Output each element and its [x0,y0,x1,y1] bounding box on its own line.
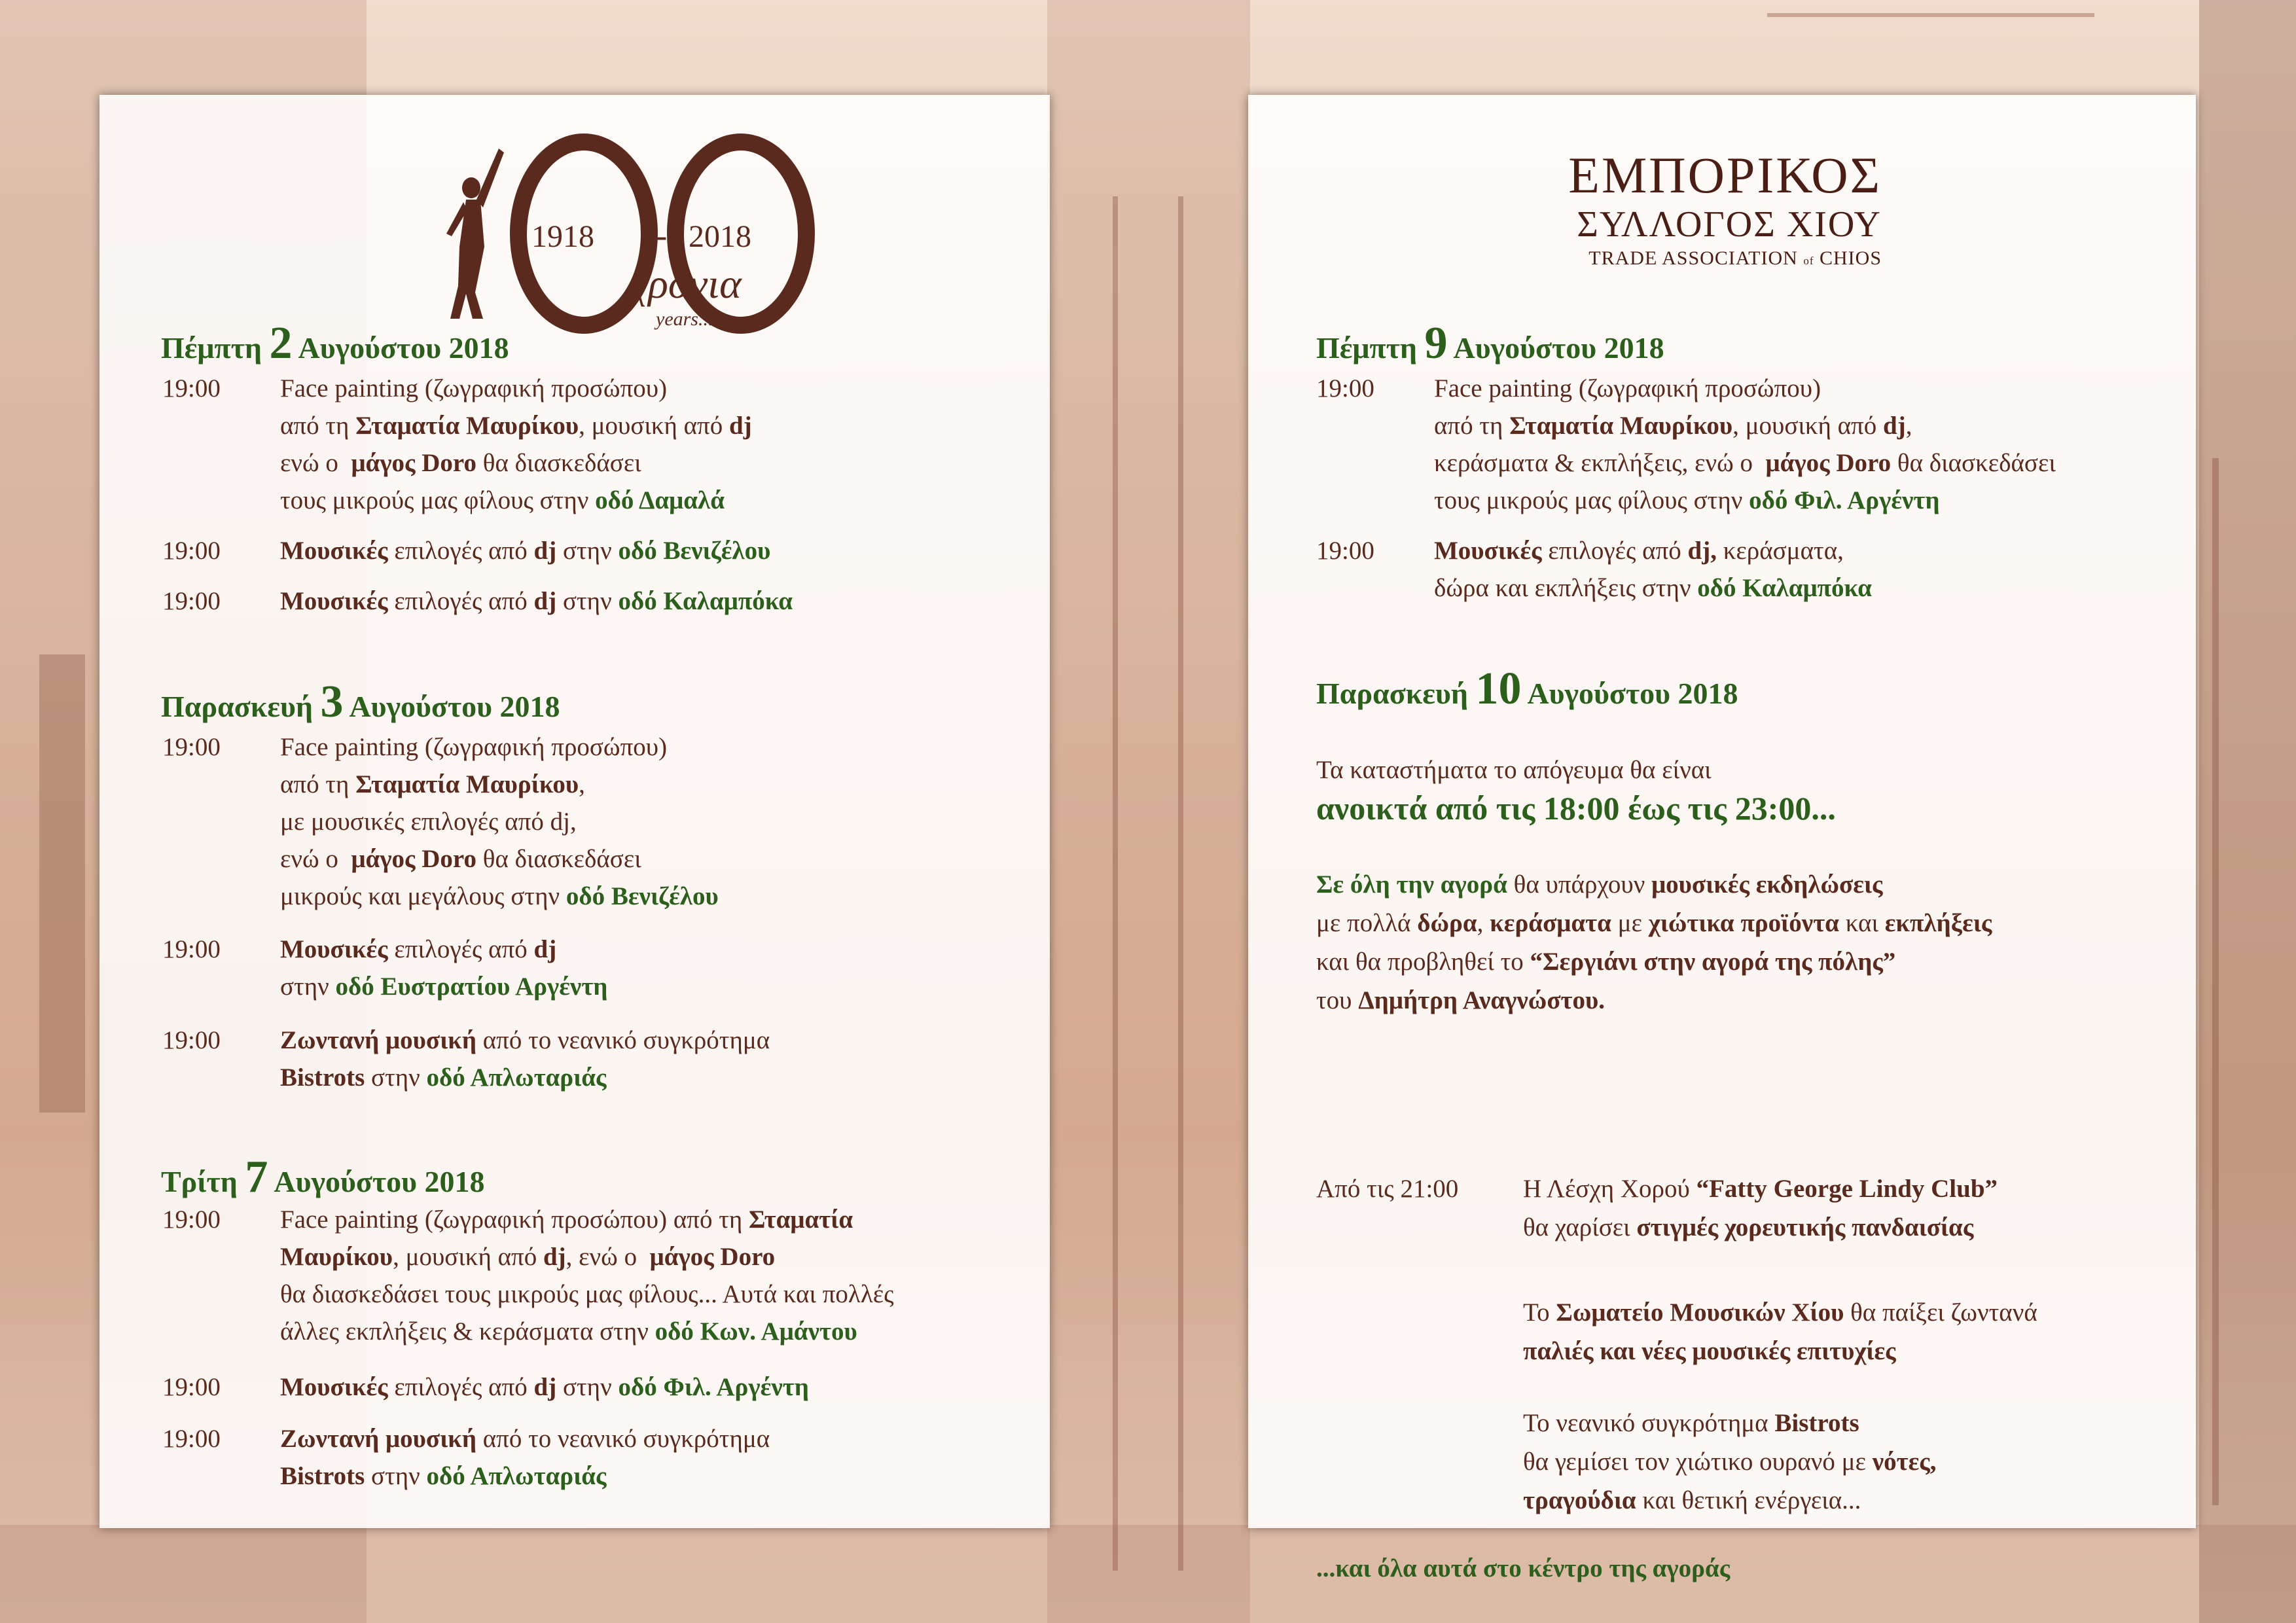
logo-sub: years... [656,308,713,330]
event-item: 19:00 Μουσικές επιλογές από dj στην οδό Ευστρατίου Αργέντη [162,935,608,1001]
event-item: 19:00 Μουσικές επιλογές από dj στην οδό Βενιζέλου [162,537,771,565]
day-heading: Παρασκευή 3 Αυγούστου 2018 [161,677,560,727]
closing-line: ...και όλα αυτά στο κέντρο της αγοράς [1316,1554,1731,1582]
dance-club-item: Η Λέσχη Χορού “Fatty George Lindy Club” θα χαρίσει στιγμές χορευτικής πανδαισίας [1523,1175,1998,1241]
event-item: 19:00 Μουσικές επιλογές από dj, κεράσματα, δώρα και εκπλήξεις στην οδό Καλαμπόκα [1316,537,1872,602]
event-item: 19:00 Face painting (ζωγραφική προσώπου) από τη Σταματία Μαυρίκου, μουσική από dj ενώ ο μάγος Doro θα διασκεδάσει τους μικρούς μας φίλους στην οδό Δαμαλά [162,374,752,514]
trade-association-logo: ΕΜΠΟΡΙΚΟΣ ΣΥΛΛΟΓΟΣ ΧΙΟΥ TRADE ASSOCIATION of CHIOS [1568,147,1882,269]
event-item: 19:00 Μουσικές επιλογές από dj στην οδό Καλαμπόκα [162,587,793,615]
event-item: 19:00 Face painting (ζωγραφική προσώπου) από τη Σταματία Μαυρίκου, μουσική από dj, κεράσματα & εκπλήξεις, ενώ ο μάγος Doro θα διασκεδάσει τους μικρούς μας φίλους στην οδό Φιλ. Αργέντη [1316,374,2056,514]
event-item: 19:00 Μουσικές επιλογές από dj στην οδό Φιλ. Αργέντη [162,1373,809,1401]
day-heading: Πέμπτη 2 Αυγούστου 2018 [161,318,509,368]
event-item: 19:00 Ζωντανή μουσική από το νεανικό συγκρότημα Bistrots στην οδό Απλωταριάς [162,1026,770,1092]
day-heading: Παρασκευή 10 Αυγούστου 2018 [1316,664,1738,714]
centenary-logo [420,122,852,338]
musicians-item: Το Σωματείο Μουσικών Χίου θα παίξει ζωντανά παλιές και νέες μουσικές επιτυχίες [1523,1298,2037,1365]
svg-text:-: - [656,217,668,255]
day-heading: Τρίτη 7 Αυγούστου 2018 [161,1152,485,1202]
logo-year-end: 2018 [689,219,751,254]
band-item: Το νεανικό συγκρότημα Bistrots θα γεμίσει τον χιώτικο ουρανό με νότες, τραγούδια και θετική ενέργεια... [1523,1409,1937,1514]
event-item: 19:00 Face painting (ζωγραφική προσώπου) από τη Σταματία Μαυρίκου, με μουσικές επιλογές από dj, ενώ ο μάγος Doro θα διασκεδάσει μικρούς και μεγάλους στην οδό Βενιζέλου [162,733,719,910]
logo-word: χρόνια [630,260,742,307]
day-heading: Πέμπτη 9 Αυγούστου 2018 [1316,318,1664,368]
event-item: 19:00 Face painting (ζωγραφική προσώπου) από τη Σταματία Μαυρίκου, μουσική από dj, ενώ ο μάγος Doro θα διασκεδάσει τους μικρούς μας φίλους... Αυτά και πολλές άλλες εκπλήξεις & κεράσματα στην οδό Κων. Αμάντου [162,1205,894,1346]
right-programme-panel [1248,95,2196,1582]
left-programme-panel [99,95,1050,1528]
market-description: Σε όλη την αγορά θα υπάρχουν μουσικές εκδηλώσεις με πολλά δώρα, κεράσματα με χιώτικα προϊόντα και εκπλήξεις και θα προβληθεί το “Σεργιάνι στην αγορά της πόλης” του Δημήτρη Αναγνώστου. [1316,870,1992,1014]
from-time-label: Από τις 21:00 [1316,1175,1459,1203]
logo-year-start: 1918 [531,219,594,254]
shops-open-note: Τα καταστήματα το απόγευμα θα είναι ανοικτά από τις 18:00 έως τις 23:00... [1316,756,1836,827]
event-item: 19:00 Ζωντανή μουσική από το νεανικό συγκρότημα Bistrots στην οδό Απλωταριάς [162,1425,770,1490]
